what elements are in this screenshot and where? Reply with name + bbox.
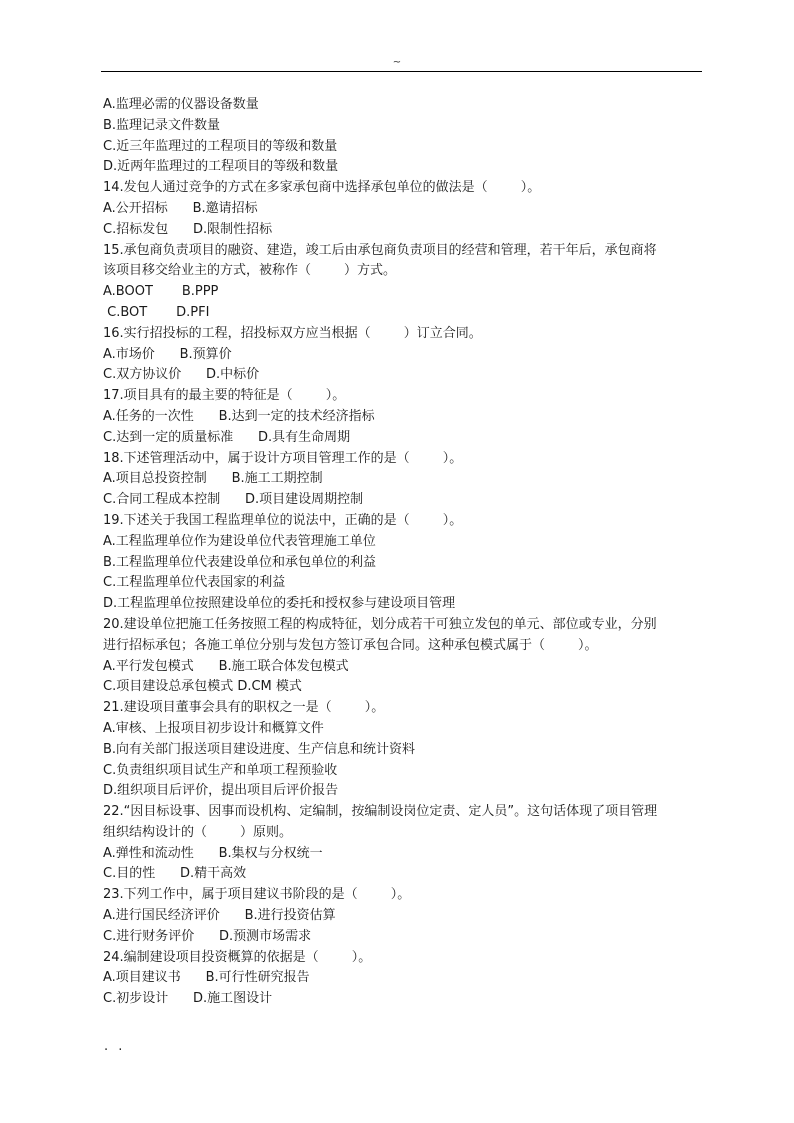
text-line: A.项目建议书 B.可行性研究报告 (103, 970, 310, 986)
question-20: 20.建设单位把施工任务按照工程的构成特征，划分成若干可独立发包的单元、部位或专业，分别 (103, 616, 657, 632)
document-body (103, 95, 703, 1010)
question-19: 19.下述关于我国工程监理单位的说法中，正确的是（ ）。 (103, 512, 463, 528)
question-18: 18.下述管理活动中，属于设计方项目管理工作的是（ ）。 (103, 450, 463, 466)
text-line: C.达到一定的质量标准 D.具有生命周期 (103, 429, 351, 445)
question-22: 22.“因目标设事、因事而设机构、定编制，按编制设岗位定责、定人员”。这句话体现了项目管理 (103, 804, 658, 820)
text-line: A.平行发包模式 B.施工联合体发包模式 (103, 658, 349, 674)
page-footer-mark: . . (104, 1039, 126, 1054)
text-line: A.项目总投资控制 B.施工工期控制 (103, 471, 323, 487)
text-line: D.组织项目后评价，提出项目后评价报告 (103, 783, 339, 799)
text-line: D.近两年监理过的工程项目的等级和数量 (103, 159, 339, 175)
text-line: A.市场价 B.预算价 (103, 346, 232, 362)
text-line: B.监理记录文件数量 (103, 117, 221, 133)
text-line: C.负责组织项目试生产和单项工程预验收 (103, 762, 338, 778)
text-line: B.向有关部门报送项目建设进度、生产信息和统计资料 (103, 741, 416, 757)
text-line: C.双方协议价 D.中标价 (103, 367, 260, 383)
text-line: D.工程监理单位按照建设单位的委托和授权参与建设项目管理 (103, 596, 456, 612)
text-line: A.审核、上报项目初步设计和概算文件 (103, 720, 324, 736)
question-21: 21.建设项目董事会具有的职权之一是（ ）。 (103, 700, 385, 716)
text-line: A.监理必需的仪器设备数量 (103, 97, 259, 112)
header-rule (101, 71, 702, 72)
page-header-mark: ~ (392, 57, 402, 68)
text-line: C.工程监理单位代表国家的利益 (103, 575, 286, 591)
text-line: A.工程监理单位作为建设单位代表管理施工单位 (103, 533, 376, 549)
question-16: 16.实行招投标的工程，招投标双方应当根据（ ）订立合同。 (103, 325, 482, 341)
text-line: C.合同工程成本控制 D.项目建设周期控制 (103, 492, 364, 508)
text-line: A.公开招标 B.邀请招标 (103, 200, 258, 216)
text-line: A.BOOT B.PPP (103, 284, 219, 300)
text-line: C.近三年监理过的工程项目的等级和数量 (103, 138, 338, 154)
text-line: A.任务的一次性 B.达到一定的技术经济指标 (103, 408, 375, 424)
text-line: C.项目建设总承包模式 D.CM 模式 (103, 679, 302, 695)
text-line: 组织结构设计的（ ）原则。 (103, 824, 293, 840)
question-14: 14.发包人通过竞争的方式在多家承包商中选择承包单位的做法是（ ）。 (103, 180, 541, 196)
text-line: 进行招标承包；各施工单位分别与发包方签订承包合同。这种承包模式属于（ ）。 (103, 637, 598, 653)
question-23: 23.下列工作中，属于项目建议书阶段的是（ ）。 (103, 887, 411, 903)
text-line: C.目的性 D.精干高效 (103, 866, 247, 882)
text-line: C.BOT D.PFI (103, 304, 210, 320)
text-line: C.招标发包 D.限制性招标 (103, 221, 273, 237)
question-15: 15.承包商负责项目的融资、建造，竣工后由承包商负责项目的经营和管理，若干年后，承包商将 (103, 242, 657, 258)
text-line: 该项目移交给业主的方式，被称作（ ）方式。 (103, 263, 397, 279)
question-17: 17.项目具有的最主要的特征是（ ）。 (103, 388, 346, 404)
text-line: C.初步设计 D.施工图设计 (103, 991, 273, 1007)
text-line: A.进行国民经济评价 B.进行投资估算 (103, 908, 336, 924)
question-24: 24.编制建设项目投资概算的依据是（ ）。 (103, 949, 372, 965)
text-line: B.工程监理单位代表建设单位和承包单位的利益 (103, 554, 377, 570)
text-line: C.进行财务评价 D.预测市场需求 (103, 928, 312, 944)
text-line: A.弹性和流动性 B.集权与分权统一 (103, 845, 323, 861)
